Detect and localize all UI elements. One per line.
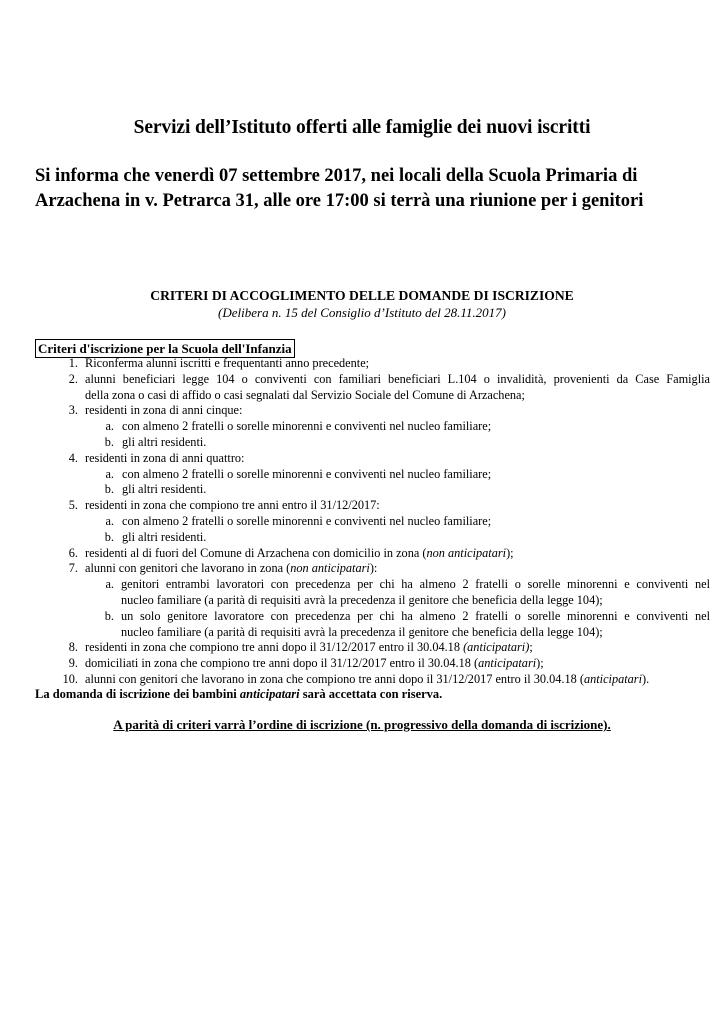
criteria-list [35, 356, 710, 688]
item-number: 10. [62, 671, 78, 686]
sub-item-text: gli altri residenti. [122, 482, 207, 497]
sub-item-text: con almeno 2 fratelli o sorelle minorenni e conviventi nel nucleo familiare; [122, 466, 492, 481]
list-item [35, 451, 710, 467]
criteria-heading: CRITERI DI ACCOGLIMENTO DELLE DOMANDE DI ISCRIZIONE [150, 288, 574, 303]
item-tail: ); [506, 545, 514, 560]
item-text: residenti in zona che compiono tre anni dopo il 31/12/2017 entro il 30.04.18 [85, 640, 464, 655]
item-text: residenti al di fuori del Comune di Arzachena con domicilio in zona ( [85, 545, 427, 560]
item-text: alunni con genitori che lavorano in zona ( [85, 561, 291, 576]
sub-item: a. con almeno 2 fratelli o sorelle minorenni e conviventi nel nucleo familiare; [35, 514, 710, 530]
sub-item-text: gli altri residenti. [122, 529, 207, 544]
item-number: 8. [68, 640, 78, 655]
criteria-subheading: (Delibera n. 15 del Consiglio d’Istituto del 28.11.2017) [218, 305, 506, 320]
item-text: alunni beneficiari legge 104 o conviventi con familiari beneficiari L.104 o invalidità, provenienti da Case Famiglia [85, 371, 710, 386]
item-number: 1. [68, 356, 78, 370]
sub-item-text: con almeno 2 fratelli o sorelle minorenni e conviventi nel nucleo familiare; [122, 419, 492, 434]
item-italic: anticipatari [478, 656, 537, 671]
item-number: 3. [68, 403, 78, 418]
list-item [35, 356, 710, 372]
announcement-line: Arzachena in v. Petrarca 31, alle ore 17:00 si terrà una riunione per i genitori [35, 191, 644, 211]
item-italic: non anticipatari [426, 545, 507, 560]
sub-item: b. un solo genitore lavoratore con precedenza per chi ha almeno 2 fratelli o sorelle minorenni e conviventi nel nucleo familiare (a parità di requisiti avrà la precedenza il genitore che beneficia della legge 104); [104, 608, 710, 639]
item-italic: anticipatari [583, 671, 643, 686]
item-text: Riconferma alunni iscritti e frequentanti anno precedente; [85, 356, 370, 370]
sub-item: b. gli altri residenti. [35, 530, 710, 546]
section-title: Criteri d'iscrizione per la Scuola dell'Infanzia [35, 339, 295, 358]
sub-item-text: con almeno 2 fratelli o sorelle minorenni e conviventi nel nucleo familiare; [122, 513, 492, 528]
list-item [35, 498, 710, 514]
item-number: 9. [68, 656, 78, 671]
item-number: 4. [68, 450, 78, 465]
item-text: residenti in zona che compiono tre anni entro il 31/12/2017: [85, 498, 380, 513]
sub-item-text: nucleo familiare (a parità di requisiti avrà la precedenza il genitore che beneficia della legge 104); [121, 624, 603, 639]
item-tail: ; [529, 640, 533, 655]
sub-item-text: un solo genitore lavoratore con precedenza per chi ha almeno 2 fratelli o sorelle minorenni e conviventi nel [121, 608, 710, 623]
item-text: alunni con genitori che lavorano in zona che compiono tre anni dopo il 31/12/2017 entro il 30.04.18 ( [85, 671, 584, 686]
item-number: 5. [68, 498, 78, 513]
list-item [35, 656, 710, 672]
list-item [35, 403, 710, 419]
list-item [35, 640, 710, 656]
item-italic: non anticipatari [290, 561, 370, 576]
note-text: La domanda di iscrizione dei bambini [35, 687, 240, 701]
footer-note: A parità di criteri varrà l’ordine di iscrizione (n. progressivo della domanda di iscrizione). [113, 717, 611, 732]
item-tail: ); [536, 656, 544, 671]
sub-item-text: gli altri residenti. [122, 434, 207, 449]
list-item [35, 672, 710, 688]
note-tail: sarà accettata con riserva. [299, 687, 443, 701]
list-item [35, 546, 710, 562]
item-number: 6. [68, 545, 78, 560]
sub-item-text: nucleo familiare (a parità di requisiti avrà la precedenza il genitore che beneficia della legge 104); [121, 592, 603, 607]
sub-item: a. genitori entrambi lavoratori con precedenza per chi ha almeno 2 fratelli o sorelle minorenni e conviventi nel nucleo familiare (a parità di requisiti avrà la precedenza il genitore che beneficia della legge 104); [105, 577, 710, 607]
item-tail: ). [642, 671, 650, 686]
item-number: 2. [68, 371, 78, 386]
item-tail: ): [369, 561, 378, 576]
sub-item: a. con almeno 2 fratelli o sorelle minorenni e conviventi nel nucleo familiare; [35, 419, 710, 435]
sub-item: a. con almeno 2 fratelli o sorelle minorenni e conviventi nel nucleo familiare; [35, 467, 710, 483]
item-text: della zona o casi di affido o casi segnalati dal Servizio Sociale del Comune di Arzachena; [85, 387, 525, 402]
sub-item-text: genitori entrambi lavoratori con precedenza per chi ha almeno 2 fratelli o sorelle minorenni e conviventi nel [121, 577, 710, 592]
sub-item: b. gli altri residenti. [35, 482, 710, 498]
announcement-line: Si informa che venerdì 07 settembre 2017, nei locali della Scuola Primaria di [35, 166, 638, 186]
item-text: domiciliati in zona che compiono tre anni dopo il 31/12/2017 entro il 30.04.18 ( [85, 656, 479, 671]
item-text: residenti in zona di anni cinque: [85, 403, 243, 418]
note-italic: anticipatari [239, 687, 300, 701]
item-italic: (anticipatari) [463, 640, 530, 655]
list-item [35, 372, 710, 404]
list-item [35, 561, 710, 577]
meeting-announcement [35, 164, 715, 214]
item-number: 7. [68, 561, 78, 576]
page-title: Servizi dell’Istituto offerti alle famiglie dei nuovi iscritti [133, 117, 591, 138]
sub-item: b. gli altri residenti. [35, 435, 710, 451]
anticipatari-note [35, 687, 442, 702]
item-text: residenti in zona di anni quattro: [85, 450, 245, 465]
